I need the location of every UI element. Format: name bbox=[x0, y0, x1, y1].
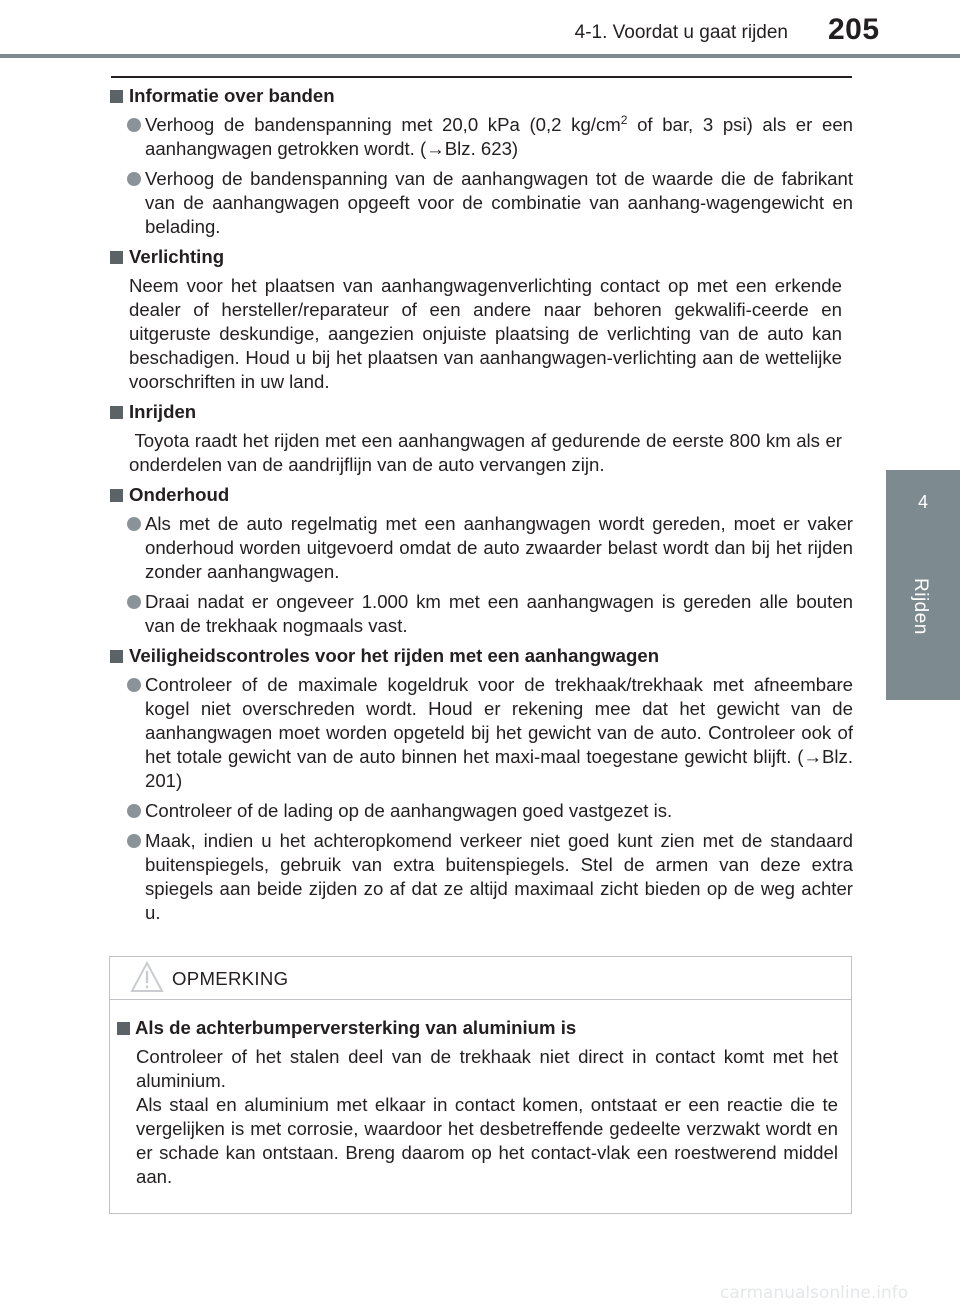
banden-bullet1-b: of bar, 3 psi) als er een aanhangwagen getrokken wordt. (→Blz. 623) bbox=[145, 114, 853, 159]
heading-onderhoud-text: Onderhoud bbox=[129, 484, 230, 505]
heading-banden-text: Informatie over banden bbox=[129, 85, 335, 106]
list-item bbox=[108, 512, 853, 584]
veiligheid-bullet1: Controleer of de maximale kogeldruk voor de trekhaak/trekhaak met afneembare kogel niet overschreden wordt. Houd er rekening mee dat het gewicht van de aanhangwagen moet worden opgeteld bij het gewicht van de auto. Controleer ook of het totale gewicht van de auto binnen het maxi-maal toegestane gewicht blijft. (→Blz. 201) bbox=[145, 674, 853, 791]
main-content bbox=[108, 84, 853, 931]
chapter-label: Rijden bbox=[910, 578, 931, 635]
heading-inrijden-text: Inrijden bbox=[129, 401, 197, 422]
list-item bbox=[108, 799, 853, 823]
onderhoud-bullet1: Als met de auto regelmatig met een aanhangwagen wordt gereden, moet er vaker onderhoud worden uitgevoerd omdat de auto zwaarder belast wordt dan bij het rijden zonder aanhangwagen. bbox=[145, 513, 853, 582]
heading-banden bbox=[108, 84, 853, 108]
notice-body bbox=[115, 1016, 838, 1189]
notice-box bbox=[109, 956, 852, 1214]
inrijden-paragraph: Toyota raadt het rijden met een aanhangwagen af gedurende de eerste 800 km als er onderdelen van de aandrijflijn van de auto vervangen zijn. bbox=[129, 430, 848, 475]
round-bullet-icon bbox=[127, 172, 141, 186]
list-item bbox=[108, 590, 853, 638]
notice-heading-text: Als de achterbumperversterking van aluminium is bbox=[135, 1017, 577, 1038]
notice-header bbox=[110, 957, 851, 1000]
heading-verlichting-text: Verlichting bbox=[129, 246, 225, 267]
section-title: 4-1. Voordat u gaat rijden bbox=[574, 22, 788, 43]
list-item bbox=[108, 673, 853, 793]
veiligheid-bullet3: Maak, indien u het achteropkomend verkeer niet goed kunt zien met de standaard buitenspiegels, gebruik van extra buitenspiegels. Stel de armen van deze extra spiegels aan beide zijden zo af dat ze altijd maximaal zicht bieden op de weg achter u. bbox=[145, 830, 853, 923]
banden-bullet2: Verhoog de bandenspanning van de aanhangwagen tot de waarde die de fabrikant van de aanhangwagen opgeeft voor de combinatie van aanhang-wagengewicht en belading. bbox=[145, 168, 853, 237]
square-bullet-icon bbox=[110, 251, 123, 264]
square-bullet-icon bbox=[110, 489, 123, 502]
round-bullet-icon bbox=[127, 834, 141, 848]
notice-paragraph-1: Controleer of het stalen deel van de trekhaak niet direct in contact komt met het aluminium. bbox=[136, 1046, 838, 1091]
heading-inrijden bbox=[108, 400, 853, 424]
list-item bbox=[108, 829, 853, 925]
heading-verlichting bbox=[108, 245, 853, 269]
round-bullet-icon bbox=[127, 804, 141, 818]
notice-label: OPMERKING bbox=[172, 968, 289, 989]
warning-triangle-icon bbox=[130, 960, 164, 994]
round-bullet-icon bbox=[127, 517, 141, 531]
list-item bbox=[108, 113, 853, 161]
banden-bullet1-sup: 2 bbox=[620, 112, 628, 127]
round-bullet-icon bbox=[127, 595, 141, 609]
heading-onderhoud bbox=[108, 483, 853, 507]
page-number: 205 bbox=[828, 13, 880, 46]
square-bullet-icon bbox=[117, 1022, 130, 1035]
notice-heading bbox=[115, 1016, 838, 1040]
watermark: carmanualsonline.info bbox=[720, 1283, 909, 1303]
heading-veiligheid-text: Veiligheidscontroles voor het rijden met een aanhangwagen bbox=[129, 645, 660, 666]
list-item bbox=[108, 167, 853, 239]
verlichting-paragraph: Neem voor het plaatsen van aanhangwagenverlichting contact op met een erkende dealer of hersteller/reparateur of een andere naar behoren gekwalifi-ceerde en uitgeruste deskundige, aangezien onjuiste plaatsing de verlichting van de auto kan beschadigen. Houd u bij het plaatsen van aanhangwagen-verlichting aan de wettelijke voorschriften in uw land. bbox=[129, 275, 842, 392]
notice-paragraph-2: Als staal en aluminium met elkaar in contact komen, ontstaat er een reactie die te vergelijken is met corrosie, waardoor het desbetreffende gedeelte verzwakt wordt en er schade kan ontstaan. Breng daarom op het contact-vlak een roestwerend middel aan. bbox=[136, 1094, 838, 1187]
top-divider bbox=[111, 76, 852, 78]
square-bullet-icon bbox=[110, 650, 123, 663]
banden-bullet1-a: Verhoog de bandenspanning met 20,0 kPa (0,2 kg/cm bbox=[145, 114, 621, 135]
round-bullet-icon bbox=[127, 118, 141, 132]
heading-veiligheid bbox=[108, 644, 853, 668]
veiligheid-bullet2: Controleer of de lading op de aanhangwagen goed vastgezet is. bbox=[145, 800, 673, 821]
square-bullet-icon bbox=[110, 90, 123, 103]
header-bar bbox=[0, 54, 960, 58]
chapter-side-tab bbox=[886, 470, 960, 700]
round-bullet-icon bbox=[127, 678, 141, 692]
square-bullet-icon bbox=[110, 406, 123, 419]
onderhoud-bullet2: Draai nadat er ongeveer 1.000 km met een aanhangwagen is gereden alle bouten van de trekhaak nogmaals vast. bbox=[145, 591, 853, 636]
chapter-number: 4 bbox=[917, 492, 928, 512]
